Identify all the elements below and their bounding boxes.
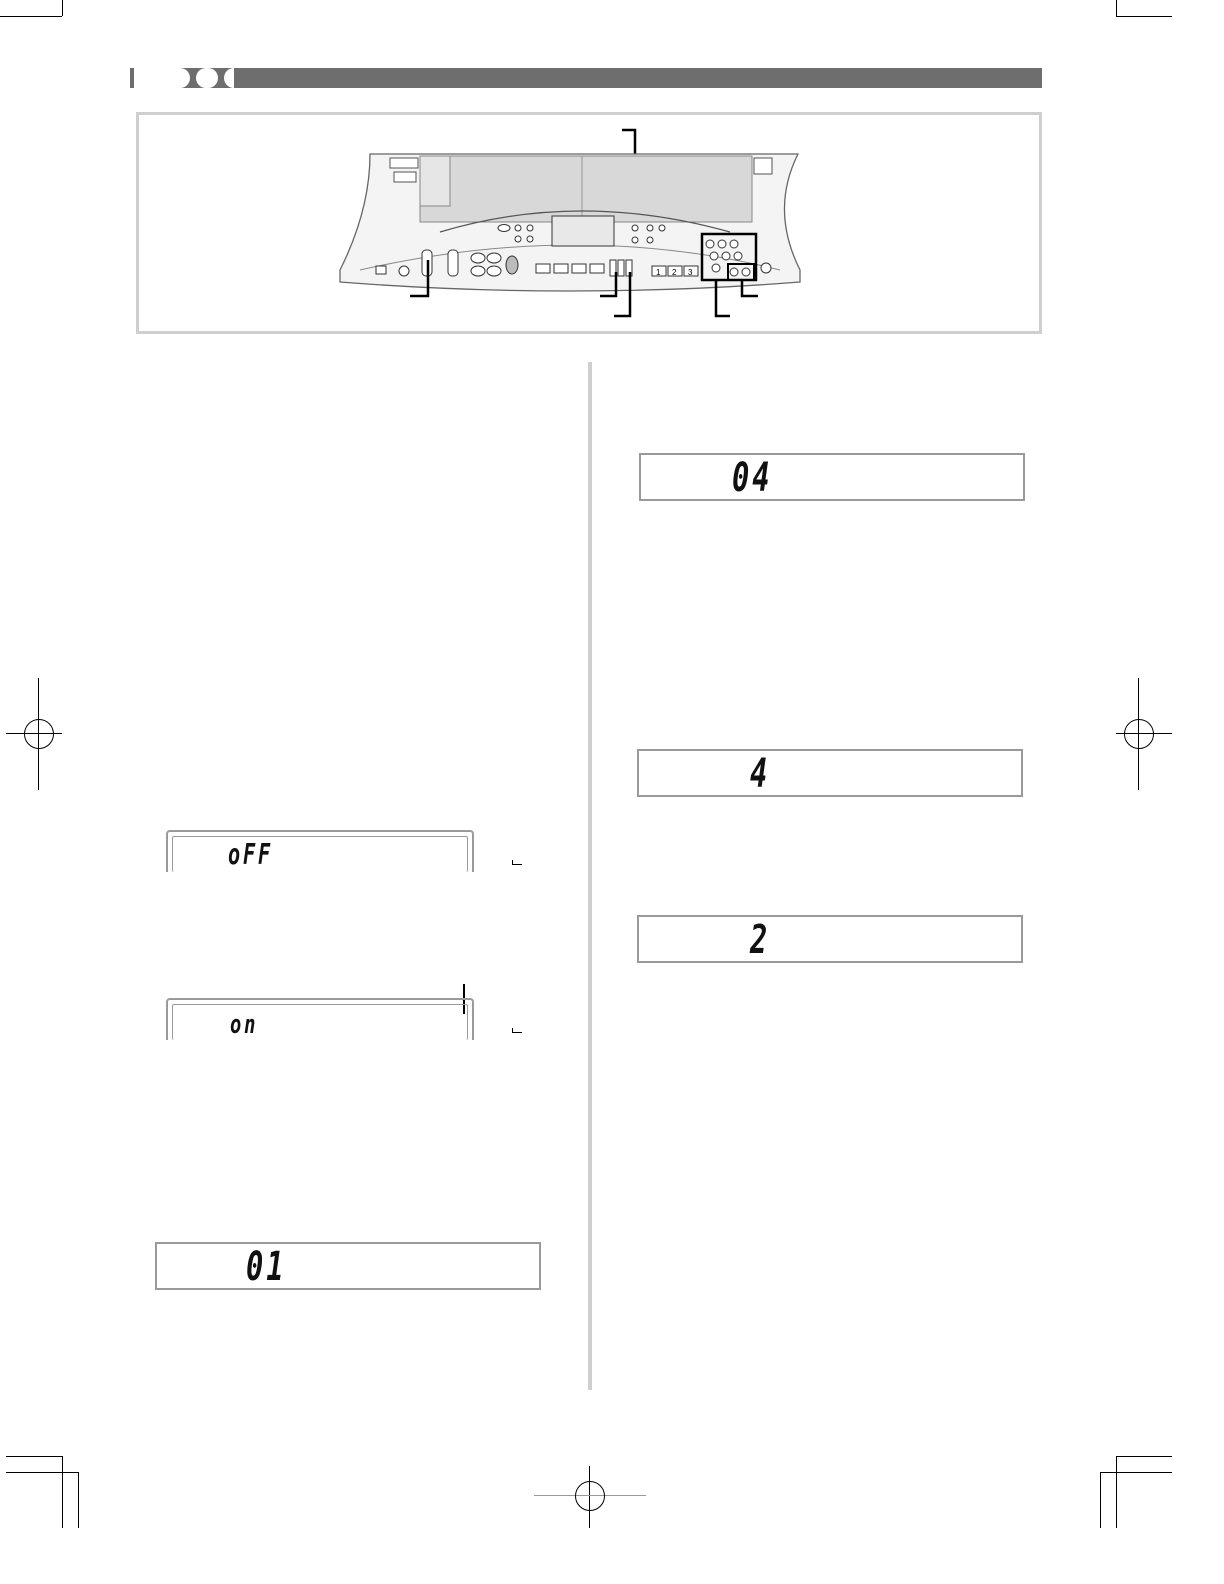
crop-mark-bottom-right-b xyxy=(1116,1456,1117,1528)
svg-text:1: 1 xyxy=(656,268,661,277)
crop-mark-bottom-right-a xyxy=(1100,1472,1101,1528)
section-header-bar xyxy=(130,68,1042,88)
crop-mark-top-left-v xyxy=(62,0,63,16)
lcd-display-01 xyxy=(155,1242,541,1290)
crop-mark-bottom-left-h xyxy=(6,1456,62,1457)
lcd-text-4: 4 xyxy=(750,751,771,797)
lcd-text-01: 01 xyxy=(246,1244,287,1290)
keyboard-illustration xyxy=(330,120,810,320)
svg-text:2: 2 xyxy=(672,268,677,277)
lcd-display-4 xyxy=(637,749,1023,797)
crop-mark-top-right-v xyxy=(1116,0,1117,16)
lcd-display-on xyxy=(166,998,474,1040)
column-divider xyxy=(588,362,592,1390)
header-tab-notch xyxy=(134,68,190,88)
crop-mark-bottom-left-h2 xyxy=(6,1472,78,1473)
crop-mark-bottom-right-h xyxy=(1116,1456,1172,1457)
crop-mark-bottom-left-a xyxy=(62,1456,63,1528)
registration-mark-icon xyxy=(1124,719,1154,749)
crop-mark-bottom-left-b xyxy=(78,1472,79,1528)
crop-mark-bottom-right-h2 xyxy=(1100,1472,1172,1473)
lcd-text-off: oFF xyxy=(228,838,274,871)
lcd-display-off xyxy=(166,830,474,872)
lcd-display-2 xyxy=(637,915,1023,963)
corner-tick-icon xyxy=(512,860,522,865)
header-tab-notch xyxy=(196,68,218,88)
corner-tick-icon xyxy=(512,1028,522,1033)
lcd-text-2: 2 xyxy=(750,917,771,963)
registration-mark-icon xyxy=(24,719,54,749)
crop-mark-top-right-h xyxy=(1116,16,1172,17)
lcd-text-on: on xyxy=(230,1010,259,1040)
registration-mark-icon xyxy=(575,1481,605,1511)
lcd-display-04 xyxy=(639,453,1025,501)
svg-text:3: 3 xyxy=(688,268,693,277)
lcd-text-04: 04 xyxy=(732,455,773,501)
crop-mark-top-left-h xyxy=(0,16,62,17)
